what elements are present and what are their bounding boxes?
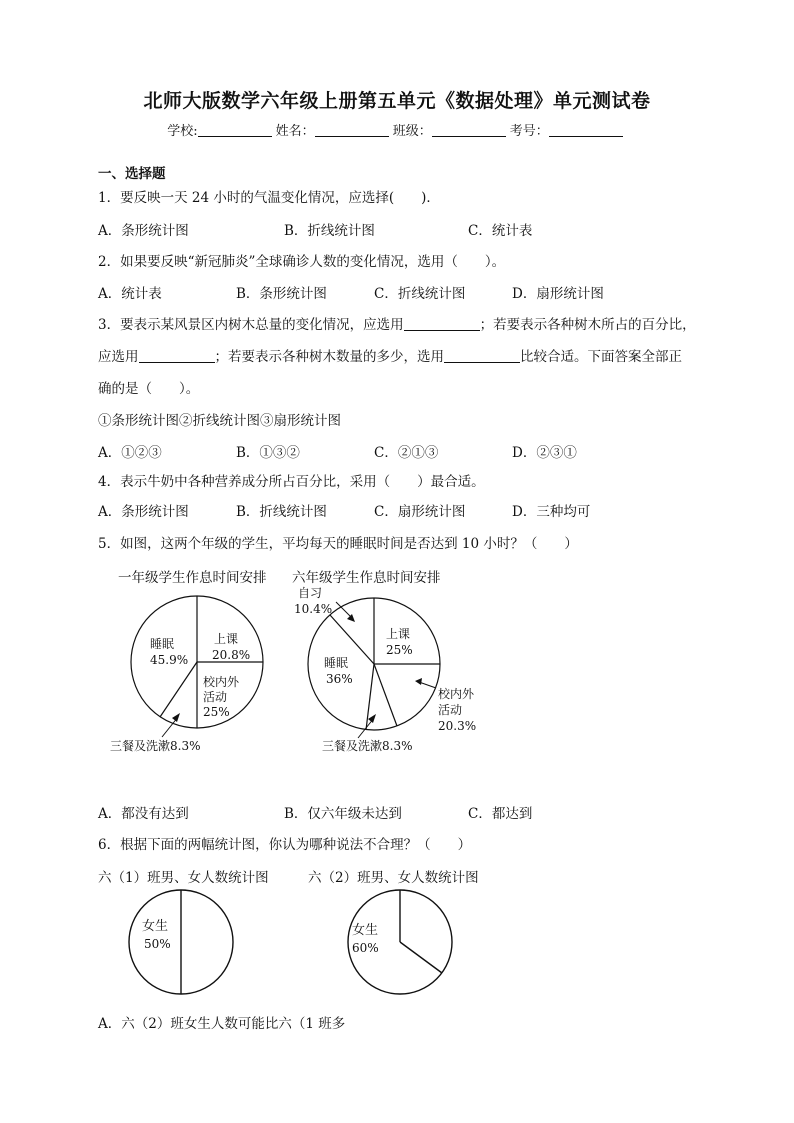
school-blank[interactable] <box>198 124 272 137</box>
chart2-slice-study-label: 10.4% <box>294 602 333 616</box>
q4-option-a[interactable]: A．条形统计图 <box>98 504 189 520</box>
q5-option-c[interactable]: C．都达到 <box>468 806 533 822</box>
chart1-slice-sleep-name: 睡眠 <box>150 637 175 651</box>
chart2-slice-sleep-name: 睡眠 <box>324 656 349 670</box>
q3-blank-2[interactable] <box>139 350 215 363</box>
q3-blank-1[interactable] <box>404 318 480 331</box>
class-label: 班级： <box>392 124 432 139</box>
chart3-title: 六（1）班男、女人数统计图 <box>98 870 269 886</box>
q3-option-d[interactable]: D．②③① <box>512 445 577 461</box>
q5-stem: 5．如图，这两个年级的学生，平均每天的睡眠时间是否达到 10 小时？（ ） <box>98 536 578 552</box>
chart1-slice-sleep-label: 45.9% <box>150 653 189 667</box>
chart4-divider-lower <box>400 942 442 973</box>
q2-option-a[interactable]: A．统计表 <box>98 286 162 302</box>
q3-line-2-text-a: 应选用 <box>98 349 139 365</box>
q2-option-d[interactable]: D．扇形统计图 <box>512 286 604 302</box>
q2-option-c[interactable]: C．折线统计图 <box>374 286 466 302</box>
q3-line-1-text-b: ；若要表示各种树木所占的百分比， <box>479 317 696 333</box>
chart2-slice-sleep-label: 36% <box>326 672 353 686</box>
q4-stem: 4．表示牛奶中各种营养成分所占百分比，采用（ ）最合适。 <box>98 474 485 490</box>
q3-option-c[interactable]: C．②①③ <box>374 445 439 461</box>
name-label: 姓名： <box>275 124 315 139</box>
q1-stem: 1．要反映一天 24 小时的气温变化情况，应选择( )． <box>98 190 440 206</box>
chart1-title: 一年级学生作息时间安排 <box>118 570 267 586</box>
chart4-title: 六（2）班男、女人数统计图 <box>308 870 479 886</box>
q1-option-a[interactable]: A．条形统计图 <box>98 223 189 239</box>
chart2-slice-activity-name-1: 校内外 <box>438 687 475 701</box>
q3-line-2-text-b: ；若要表示各种树木数量的多少，选用 <box>214 349 444 365</box>
chart3-slice-girls-label: 50% <box>144 937 171 951</box>
chart2-slice-study-name: 自习 <box>298 586 323 600</box>
section-title: 一、选择题 <box>98 166 166 182</box>
chart2-slice-meals-label: 三餐及洗漱8.3% <box>322 739 413 753</box>
chart2-slice-activity-name-2: 活动 <box>438 703 463 717</box>
chart2-slice-activity-label: 20.3% <box>438 719 477 733</box>
q3-line-4: ①条形统计图②折线统计图③扇形统计图 <box>98 413 341 429</box>
q1-option-c[interactable]: C．统计表 <box>468 223 533 239</box>
chart4-pie <box>342 888 462 998</box>
q4-option-c[interactable]: C．扇形统计图 <box>374 504 466 520</box>
chart1-divider-lower-left <box>160 662 197 717</box>
chart2-divider-lower-right <box>374 664 397 726</box>
q6-option-a[interactable]: A．六（2）班女生人数可能比六（1 班多 <box>98 1016 346 1032</box>
q2-option-b[interactable]: B．条形统计图 <box>236 286 327 302</box>
student-info-row <box>0 120 794 139</box>
q3-line-1-text-a: 3．要表示某风景区内树木总量的变化情况，应选用 <box>98 317 404 333</box>
chart2-study-arrow-line <box>336 602 352 618</box>
chart2-slice-class-name: 上课 <box>386 627 411 641</box>
chart4-slice-girls-label: 60% <box>352 941 379 955</box>
q3-option-a[interactable]: A．①②③ <box>98 445 162 461</box>
q3-line-1 <box>98 313 696 333</box>
chart1-pie <box>110 585 285 760</box>
q4-option-d[interactable]: D．三种均可 <box>512 504 591 520</box>
chart2-slice-class-label: 25% <box>386 643 413 657</box>
chart2-pie <box>286 580 501 760</box>
chart2-study-arrow-head <box>347 614 355 622</box>
chart1-slice-class-name: 上课 <box>214 632 239 646</box>
chart1-slice-activity-label: 25% <box>203 705 230 719</box>
q4-option-b[interactable]: B．折线统计图 <box>236 504 327 520</box>
chart1-slice-activity-name-2: 活动 <box>203 690 228 704</box>
number-label: 考号： <box>509 124 549 139</box>
chart4-slice-girls-name: 女生 <box>352 923 379 938</box>
q5-option-b[interactable]: B．仅六年级未达到 <box>284 806 402 822</box>
q1-option-b[interactable]: B．折线统计图 <box>284 223 375 239</box>
chart3-slice-girls-name: 女生 <box>142 919 169 934</box>
q3-line-2 <box>98 345 682 365</box>
chart2-title: 六年级学生作息时间安排 <box>292 570 441 586</box>
page-title: 北师大版数学六年级上册第五单元《数据处理》单元测试卷 <box>143 90 651 112</box>
chart3-pie <box>122 888 242 998</box>
chart1-slice-class-label: 20.8% <box>212 648 251 662</box>
q3-option-b[interactable]: B．①③② <box>236 445 300 461</box>
class-blank[interactable] <box>432 124 506 137</box>
school-label: 学校: <box>167 124 198 139</box>
q3-line-2-text-c: 比较合适。下面答案全部正 <box>520 349 682 365</box>
q6-stem: 6．根据下面的两幅统计图，你认为哪种说法不合理？（ ） <box>98 837 472 853</box>
chart2-meals-arrow-head <box>368 714 376 723</box>
number-blank[interactable] <box>549 124 623 137</box>
q2-stem: 2．如果要反映“新冠肺炎”全球确诊人数的变化情况，选用（ ）。 <box>98 254 506 270</box>
chart1-slice-activity-name-1: 校内外 <box>203 675 240 689</box>
chart1-slice-meals-label: 三餐及洗漱8.3% <box>110 739 201 753</box>
q5-option-a[interactable]: A．都没有达到 <box>98 806 189 822</box>
q3-blank-3[interactable] <box>444 350 520 363</box>
chart2-activity-arrow-head <box>415 678 422 685</box>
name-blank[interactable] <box>315 124 389 137</box>
chart1-arrow-head <box>172 713 180 722</box>
q3-line-3: 确的是（ ）。 <box>98 381 200 397</box>
chart2-activity-arrow-line <box>419 682 436 688</box>
